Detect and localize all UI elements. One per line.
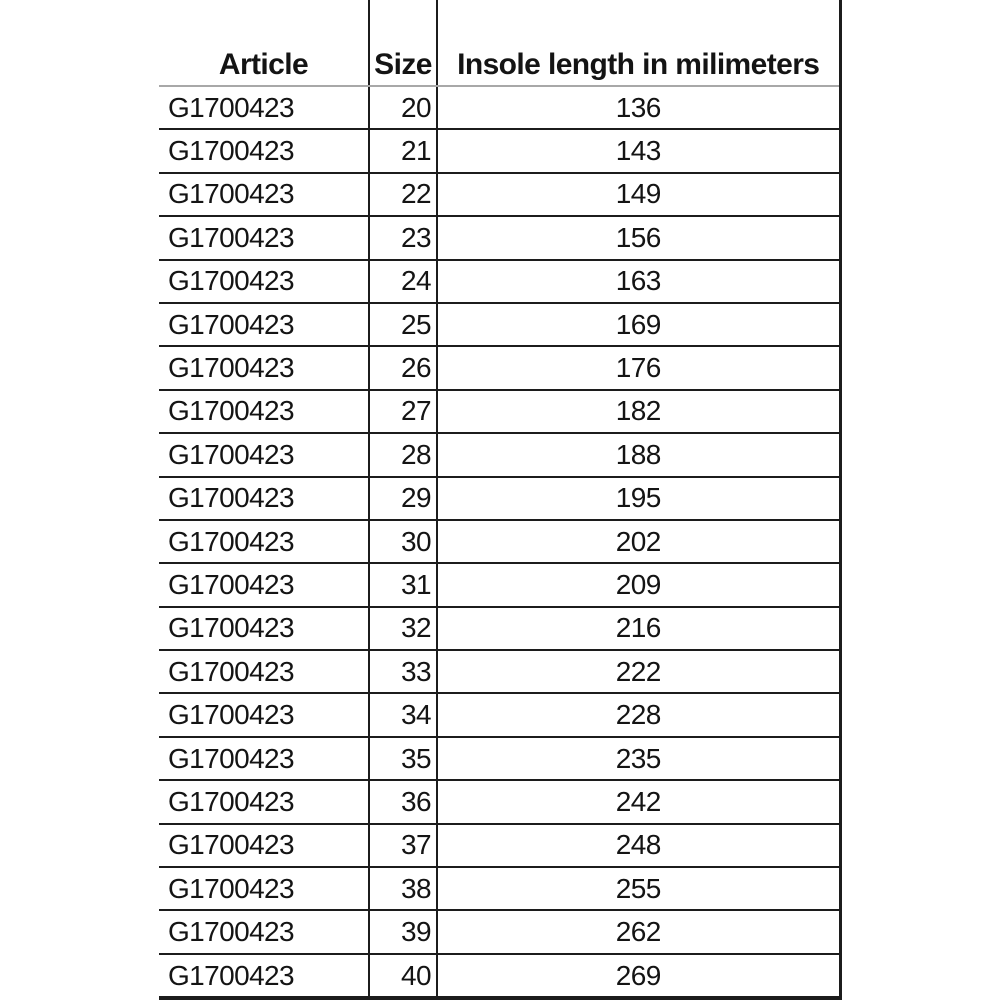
- size-cell: 27: [369, 390, 437, 433]
- table-row: [159, 390, 840, 433]
- article-cell: G1700423: [159, 650, 369, 693]
- article-cell: G1700423: [159, 390, 369, 433]
- insole-length-cell: 202: [437, 520, 840, 563]
- size-cell: 25: [369, 303, 437, 346]
- column-header-size: Size: [369, 0, 437, 86]
- table-row: [159, 780, 840, 823]
- table-row: [159, 737, 840, 780]
- size-cell: 20: [369, 86, 437, 129]
- insole-length-cell: 235: [437, 737, 840, 780]
- table-row: [159, 216, 840, 259]
- article-cell: G1700423: [159, 173, 369, 216]
- insole-length-cell: 149: [437, 173, 840, 216]
- article-cell: G1700423: [159, 780, 369, 823]
- table-row: [159, 824, 840, 867]
- table-row: [159, 910, 840, 953]
- article-cell: G1700423: [159, 433, 369, 476]
- size-cell: 30: [369, 520, 437, 563]
- insole-length-cell: 209: [437, 563, 840, 606]
- insole-length-cell: 262: [437, 910, 840, 953]
- table-row: [159, 260, 840, 303]
- column-header-insole-length: Insole length in milimeters: [437, 0, 840, 86]
- article-cell: G1700423: [159, 607, 369, 650]
- article-cell: G1700423: [159, 954, 369, 998]
- insole-length-cell: 222: [437, 650, 840, 693]
- article-cell: G1700423: [159, 867, 369, 910]
- size-cell: 22: [369, 173, 437, 216]
- insole-length-cell: 269: [437, 954, 840, 998]
- size-cell: 38: [369, 867, 437, 910]
- article-cell: G1700423: [159, 737, 369, 780]
- article-cell: G1700423: [159, 477, 369, 520]
- table-row: [159, 173, 840, 216]
- insole-length-cell: 188: [437, 433, 840, 476]
- table-header-row: [159, 0, 840, 86]
- article-cell: G1700423: [159, 824, 369, 867]
- table-row: [159, 563, 840, 606]
- insole-length-cell: 156: [437, 216, 840, 259]
- size-cell: 32: [369, 607, 437, 650]
- insole-length-cell: 163: [437, 260, 840, 303]
- insole-length-cell: 228: [437, 693, 840, 736]
- size-cell: 28: [369, 433, 437, 476]
- insole-length-cell: 143: [437, 129, 840, 172]
- table-row: [159, 477, 840, 520]
- insole-length-cell: 169: [437, 303, 840, 346]
- table-row: [159, 86, 840, 129]
- article-cell: G1700423: [159, 563, 369, 606]
- size-chart: [159, 0, 840, 998]
- size-cell: 26: [369, 346, 437, 389]
- size-cell: 40: [369, 954, 437, 998]
- table-row: [159, 303, 840, 346]
- insole-length-cell: 136: [437, 86, 840, 129]
- insole-length-cell: 242: [437, 780, 840, 823]
- table-row: [159, 650, 840, 693]
- size-cell: 31: [369, 563, 437, 606]
- size-cell: 21: [369, 129, 437, 172]
- size-cell: 36: [369, 780, 437, 823]
- size-cell: 37: [369, 824, 437, 867]
- size-cell: 39: [369, 910, 437, 953]
- table-row: [159, 520, 840, 563]
- table-row: [159, 346, 840, 389]
- table-row: [159, 693, 840, 736]
- size-cell: 35: [369, 737, 437, 780]
- article-cell: G1700423: [159, 910, 369, 953]
- table-row: [159, 129, 840, 172]
- size-chart-table: [159, 0, 842, 1000]
- table-row: [159, 607, 840, 650]
- insole-length-cell: 195: [437, 477, 840, 520]
- size-cell: 24: [369, 260, 437, 303]
- table-body: [159, 86, 840, 998]
- size-cell: 23: [369, 216, 437, 259]
- article-cell: G1700423: [159, 693, 369, 736]
- article-cell: G1700423: [159, 303, 369, 346]
- insole-length-cell: 255: [437, 867, 840, 910]
- article-cell: G1700423: [159, 216, 369, 259]
- table-row: [159, 954, 840, 998]
- article-cell: G1700423: [159, 86, 369, 129]
- article-cell: G1700423: [159, 346, 369, 389]
- table-row: [159, 433, 840, 476]
- insole-length-cell: 176: [437, 346, 840, 389]
- size-cell: 29: [369, 477, 437, 520]
- table-row: [159, 867, 840, 910]
- column-header-article: Article: [159, 0, 369, 86]
- article-cell: G1700423: [159, 260, 369, 303]
- insole-length-cell: 182: [437, 390, 840, 433]
- insole-length-cell: 248: [437, 824, 840, 867]
- size-cell: 33: [369, 650, 437, 693]
- insole-length-cell: 216: [437, 607, 840, 650]
- article-cell: G1700423: [159, 520, 369, 563]
- size-cell: 34: [369, 693, 437, 736]
- article-cell: G1700423: [159, 129, 369, 172]
